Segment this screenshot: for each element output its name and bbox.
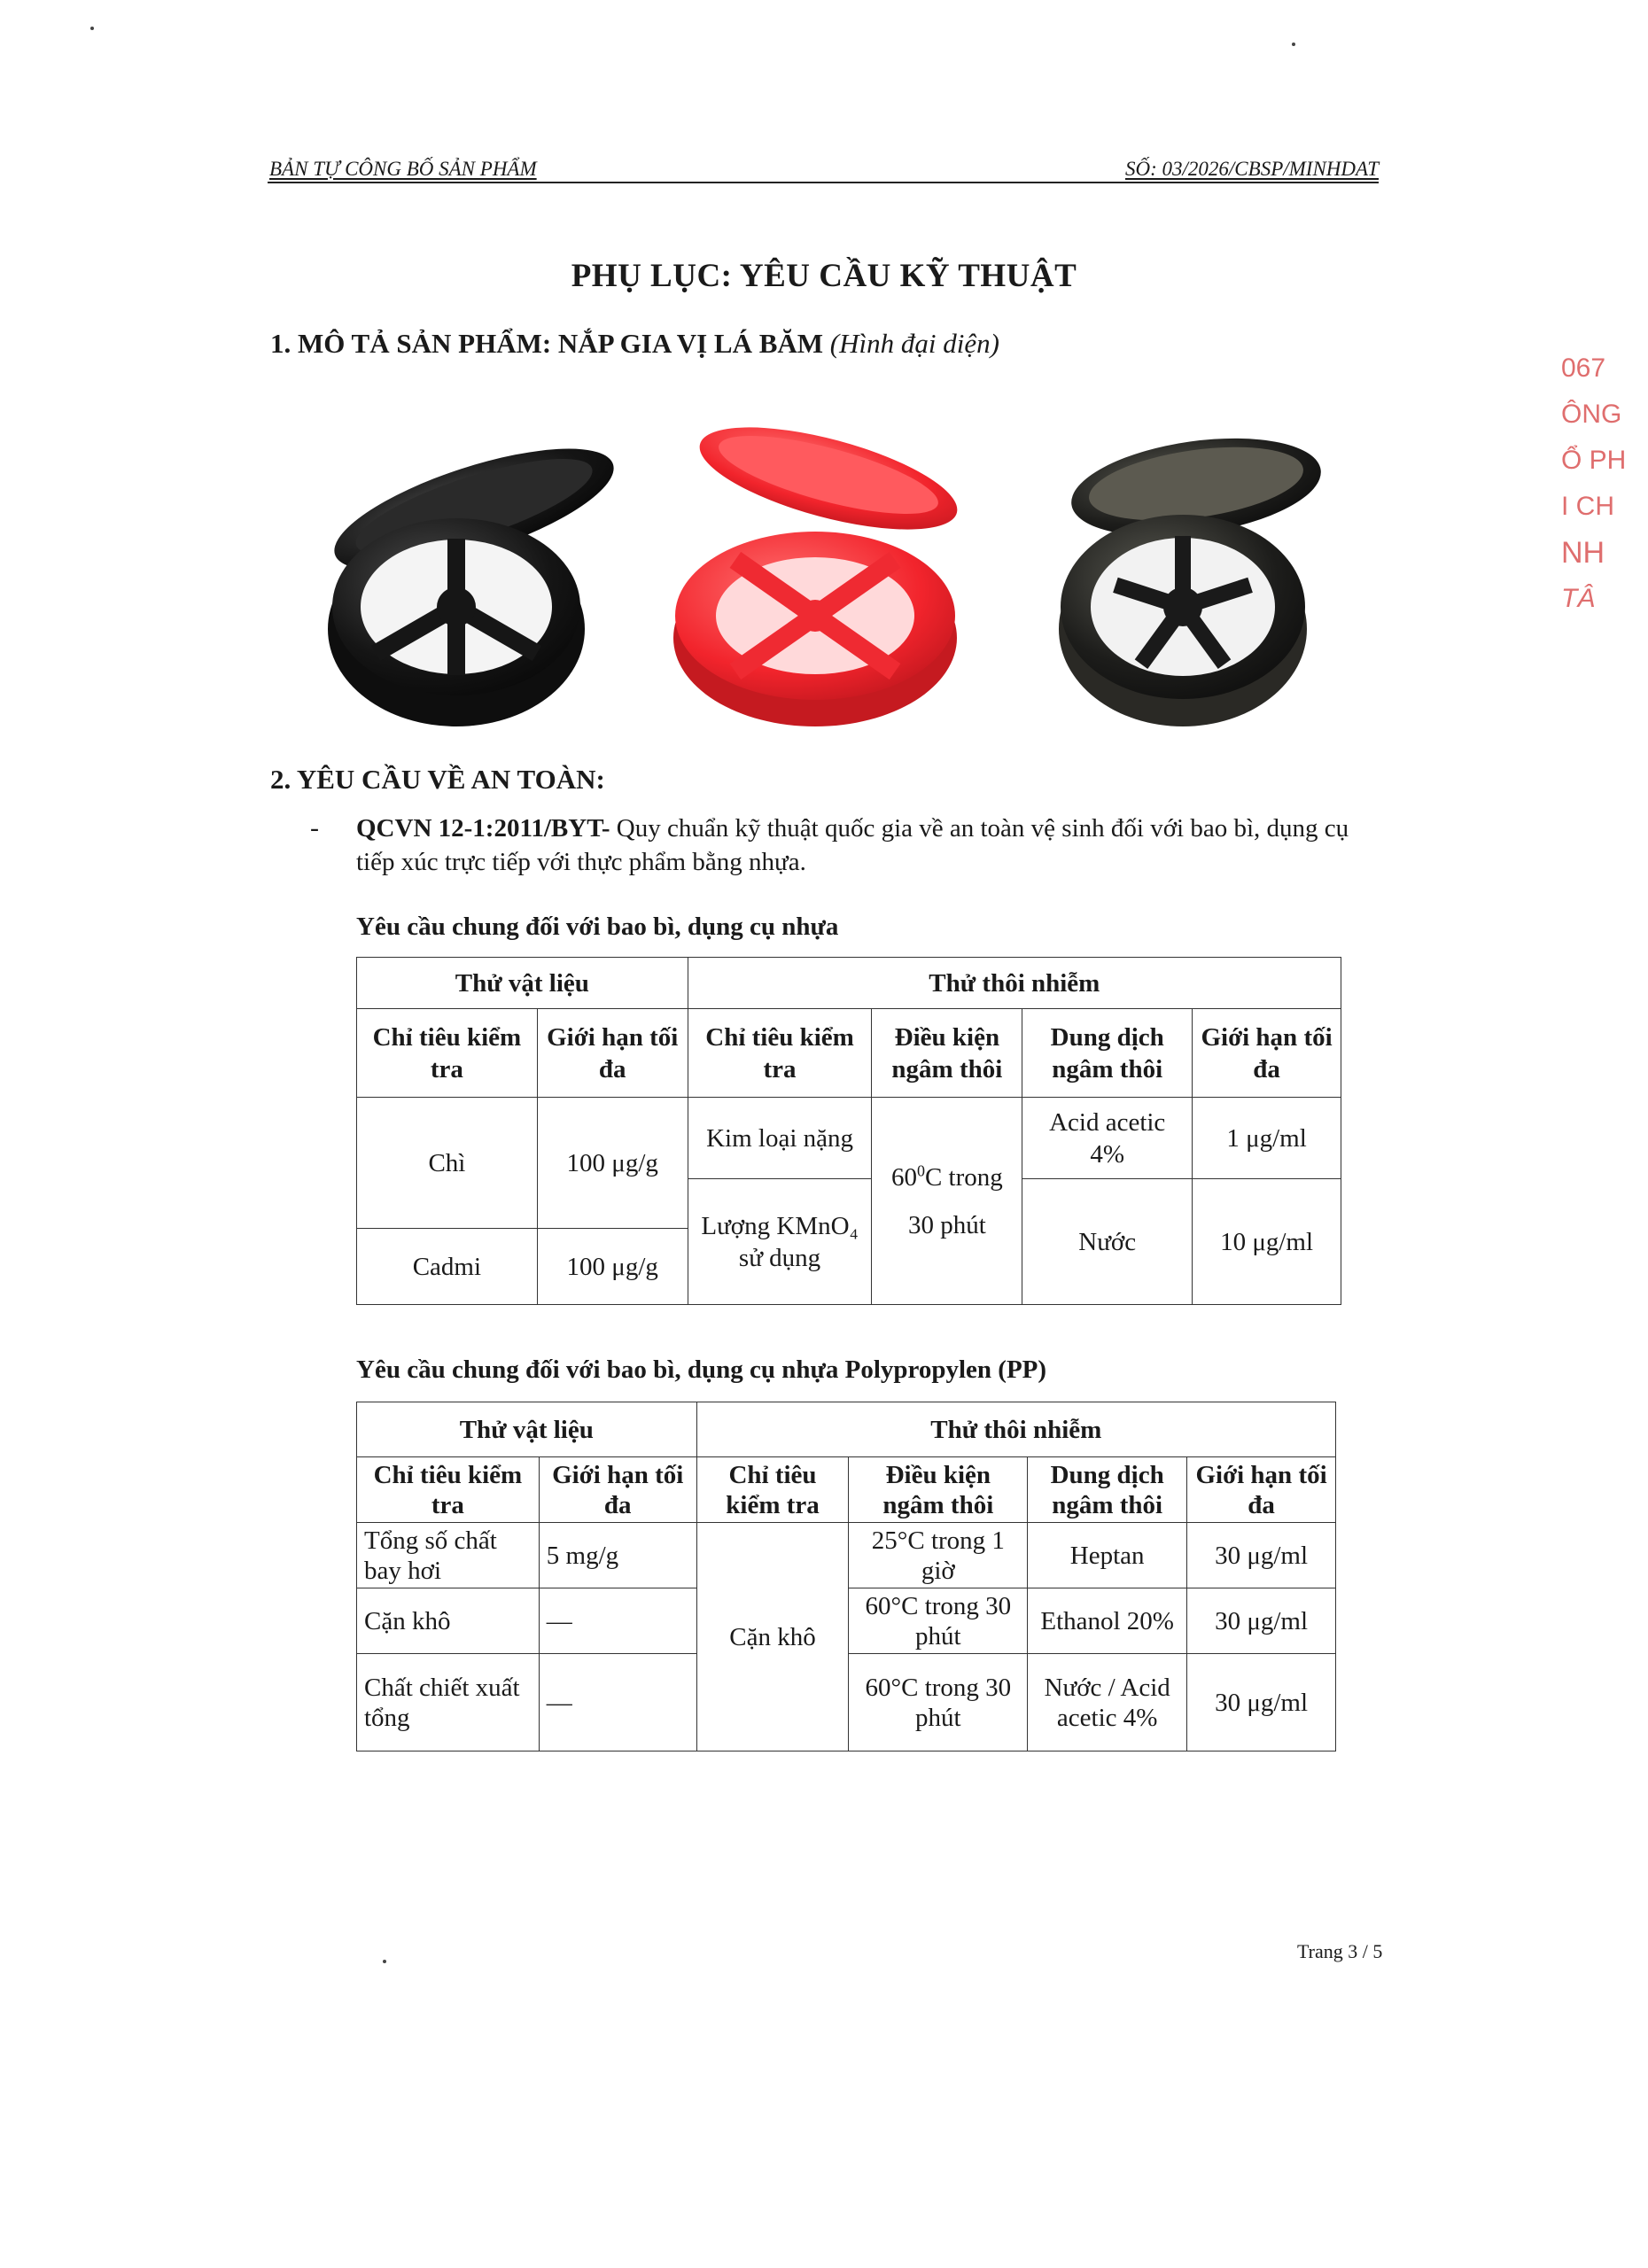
table-1-condition-cell [872, 1098, 1022, 1305]
table-1-cell: Acid acetic 4% [1022, 1098, 1193, 1179]
table-1-group-header-row [357, 958, 1341, 1009]
table-2-cell: Heptan [1028, 1523, 1187, 1588]
table-2-cell: — [539, 1654, 696, 1751]
table-2-header-row [357, 1457, 1336, 1523]
table-2-cell: 5 mg/g [539, 1523, 696, 1588]
stamp-line: TÂ [1561, 584, 1596, 613]
table-2-cell: 60°C trong 30 phút [849, 1588, 1028, 1654]
table-1-group-material: Thử vật liệu [357, 958, 688, 1009]
table-1-header-cell: Dung dịch ngâm thôi [1022, 1009, 1193, 1098]
regulation-paragraph [356, 812, 1375, 879]
table-2-cell: 30 μg/ml [1187, 1523, 1336, 1588]
table-1-header-cell: Giới hạn tối đa [1193, 1009, 1341, 1098]
table-2-cell: Nước / Acid acetic 4% [1028, 1654, 1187, 1751]
header-document-number: SỐ: 03/2026/CBSP/MINHDAT [1125, 158, 1379, 180]
table-2-header-cell: Điều kiện ngâm thôi [849, 1457, 1028, 1523]
scan-speck [1292, 43, 1295, 46]
table-row [357, 1098, 1341, 1179]
table-2 [356, 1402, 1336, 1751]
table-2-cell: 30 μg/ml [1187, 1654, 1336, 1751]
stamp-line: NH [1561, 536, 1605, 570]
table-1-header-row [357, 1009, 1341, 1098]
header-divider [268, 182, 1379, 183]
table-2-cell: Ethanol 20% [1028, 1588, 1187, 1654]
table-2-cell: Chất chiết xuất tổng [357, 1654, 540, 1751]
table-2-caption: Yêu cầu chung đối với bao bì, dụng cụ nhựa Polypropylen (PP) [356, 1355, 1047, 1384]
product-images [310, 416, 1338, 726]
table-1-header-cell: Điều kiện ngâm thôi [872, 1009, 1022, 1098]
table-2-migration-item: Cặn khô [696, 1523, 849, 1751]
scan-speck [90, 27, 94, 30]
table-2-header-cell: Chỉ tiêu kiểm tra [696, 1457, 849, 1523]
page-title: PHỤ LỤC: YÊU CẦU KỸ THUẬT [571, 258, 1077, 294]
bullet-dash: - [310, 813, 319, 843]
section-1-heading-text: 1. MÔ TẢ SẢN PHẨM: NẮP GIA VỊ LÁ BĂM [270, 328, 824, 359]
section-1-heading [270, 328, 999, 360]
stamp-line: 067 [1561, 353, 1606, 383]
scan-speck [383, 1960, 386, 1963]
table-1-group-migration: Thử thôi nhiễm [688, 958, 1341, 1009]
page-number: Trang 3 / 5 [1297, 1940, 1383, 1962]
condition-time: 30 phút [907, 1210, 986, 1239]
table-2-group-material: Thử vật liệu [357, 1402, 697, 1457]
product-1-image [322, 423, 626, 726]
stamp-line: Ổ PH [1561, 446, 1627, 475]
product-images-svg [310, 416, 1338, 726]
condition-rest: C trong [924, 1162, 1003, 1192]
table-1-cell: 1 μg/ml [1193, 1098, 1341, 1179]
table-1-cell: Nước [1022, 1179, 1193, 1305]
table-2-cell: 30 μg/ml [1187, 1588, 1336, 1654]
table-2-cell: 25°C trong 1 giờ [849, 1523, 1028, 1588]
table-1-header-cell: Giới hạn tối đa [537, 1009, 688, 1098]
stamp-line: ÔNG [1561, 400, 1622, 429]
product-3-image [1059, 424, 1327, 726]
table-2-header-cell: Chỉ tiêu kiểm tra [357, 1457, 540, 1523]
table-1-cell: Lượng KMnO₄ sử dụng [688, 1179, 872, 1305]
table-1 [356, 957, 1341, 1305]
table-2-cell: Tổng số chất bay hơi [357, 1523, 540, 1588]
table-1-cell: Cadmi [357, 1229, 538, 1305]
table-1-cell: 10 μg/ml [1193, 1179, 1341, 1305]
regulation-description: Quy chuẩn kỹ thuật quốc gia về an toàn vệ sinh đối với bao bì, dụng cụ tiếp xúc trực tiếp với thực phẩm bằng nhựa. [356, 814, 1349, 876]
table-1-caption: Yêu cầu chung đối với bao bì, dụng cụ nhựa [356, 913, 839, 941]
condition-temp: 60 [890, 1162, 917, 1192]
table-1-cell: Kim loại nặng [688, 1098, 872, 1179]
table-row [357, 1523, 1336, 1588]
table-2-group-migration: Thử thôi nhiễm [696, 1402, 1335, 1457]
stamp-line: I CH [1561, 492, 1614, 521]
regulation-code: QCVN 12-1:2011/BYT- [356, 814, 610, 843]
table-2-cell: Cặn khô [357, 1588, 540, 1654]
table-2-header-cell: Giới hạn tối đa [1187, 1457, 1336, 1523]
table-2-cell: 60°C trong 30 phút [849, 1654, 1028, 1751]
section-1-note: (Hình đại diện) [829, 328, 999, 359]
table-2-header-cell: Giới hạn tối đa [539, 1457, 696, 1523]
product-2-image [673, 407, 967, 726]
table-2-cell: — [539, 1588, 696, 1654]
header-left-title: BẢN TỰ CÔNG BỐ SẢN PHẨM [269, 158, 537, 180]
table-2-header-cell: Dung dịch ngâm thôi [1028, 1457, 1187, 1523]
table-1-header-cell: Chỉ tiêu kiểm tra [688, 1009, 872, 1098]
table-1-header-cell: Chỉ tiêu kiểm tra [357, 1009, 538, 1098]
official-stamp-partial [1561, 346, 1627, 629]
condition-degree: 0 [916, 1161, 925, 1179]
table-1-cell: Chì [357, 1098, 538, 1229]
table-1-cell: 100 μg/g [537, 1229, 688, 1305]
section-2-heading: 2. YÊU CẦU VỀ AN TOÀN: [270, 764, 605, 795]
table-2-group-header-row [357, 1402, 1336, 1457]
table-1-cell: 100 μg/g [537, 1098, 688, 1229]
